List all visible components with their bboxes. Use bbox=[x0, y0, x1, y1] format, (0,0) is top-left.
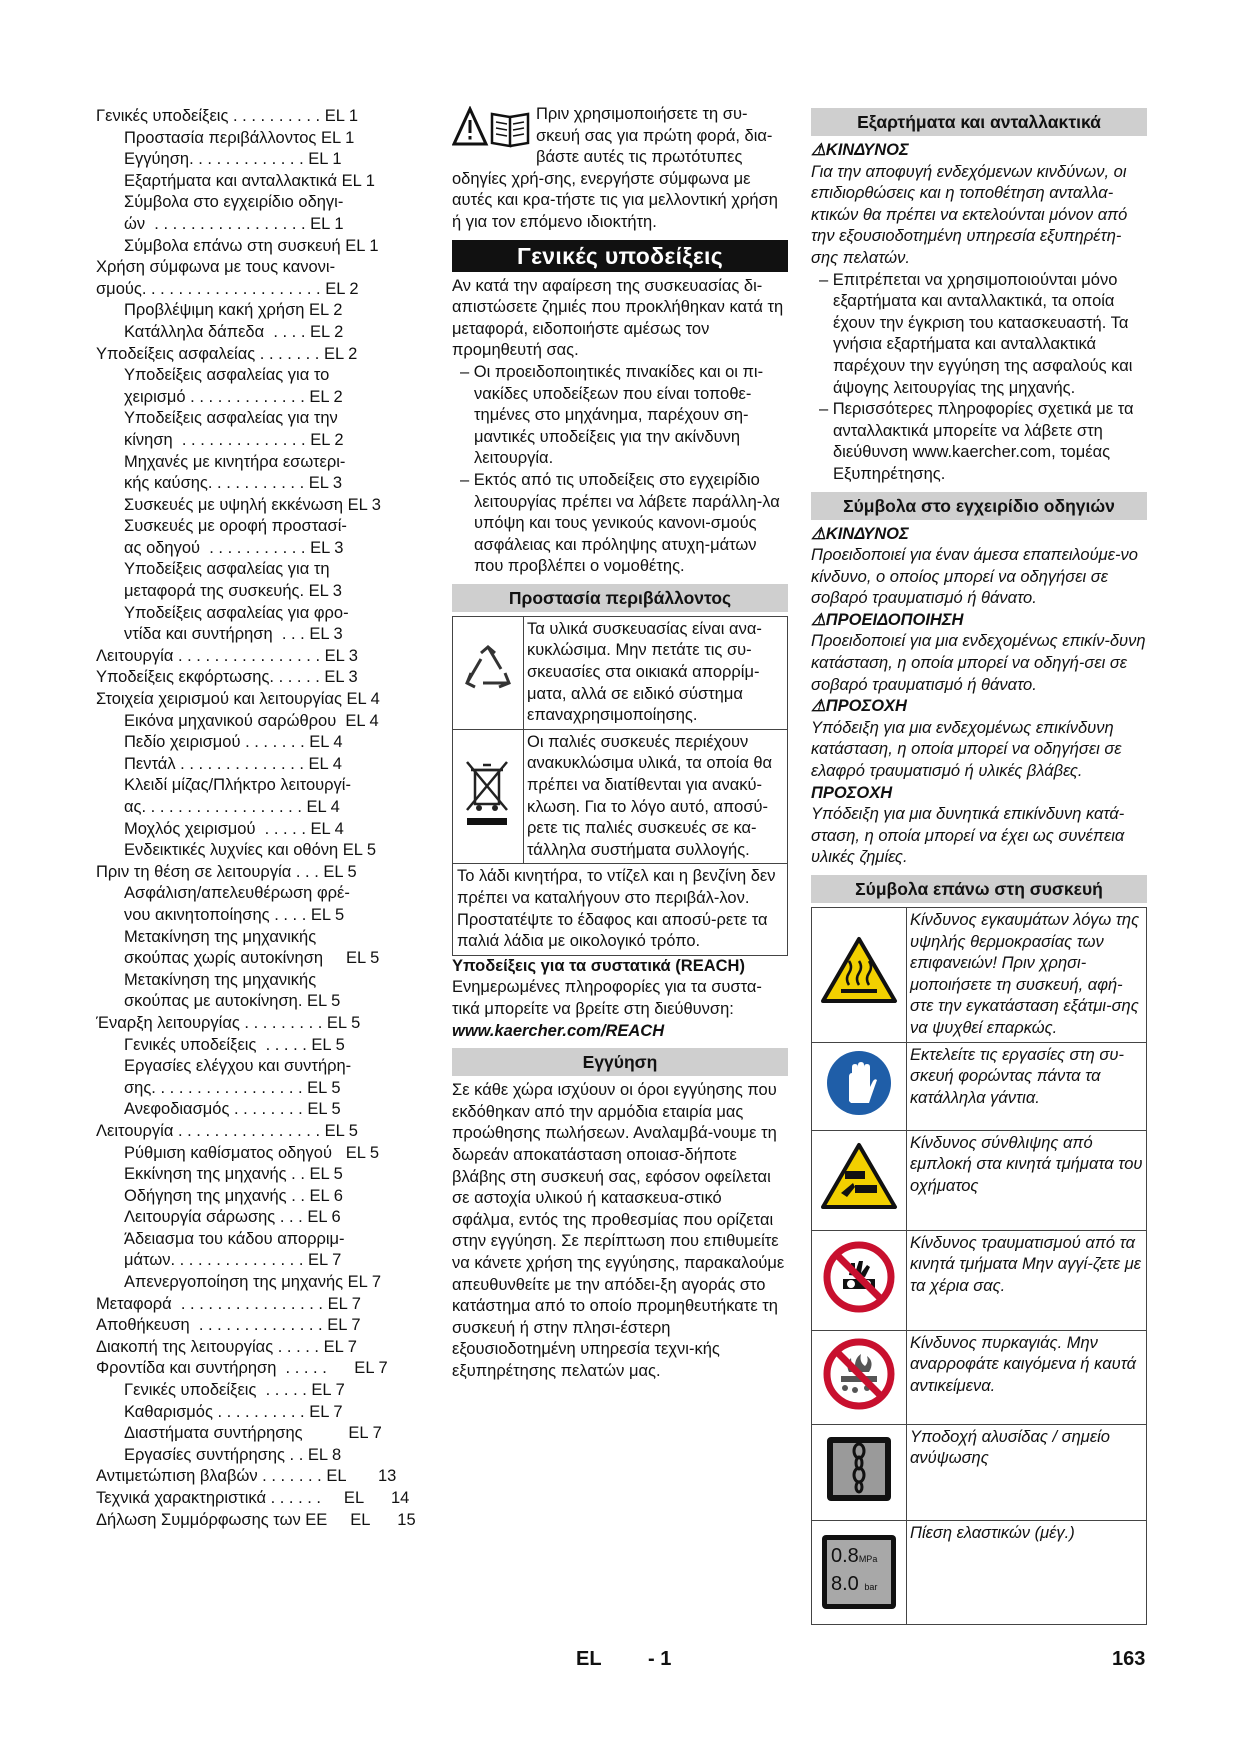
icon-cell bbox=[812, 1230, 907, 1330]
icon-cell bbox=[812, 1424, 907, 1520]
device-symbol-text: Κίνδυνος εγκαυμάτων λόγω της υψηλής θερμοκρασίας των επιφανειών! Πριν χρησι-μοποιήσετε τη συσκευή, αφή-στε την εγκατάσταση εξάτμι-σης να ψυχθεί επαρκώς. bbox=[907, 908, 1147, 1043]
no-smoking-fire-icon bbox=[821, 1336, 897, 1412]
warranty-title: Εγγύηση bbox=[452, 1048, 788, 1076]
tire-pressure-icon bbox=[822, 1535, 896, 1609]
device-symbol-text: Κίνδυνος τραυματισμού από τα κινητά τμήματα Μην αγγί-ζετε με τα χέρια σας. bbox=[907, 1230, 1147, 1330]
toc-entry: Απενεργοποίηση της μηχανής EL 7 bbox=[124, 1273, 382, 1292]
table-row bbox=[812, 1042, 1147, 1130]
table-of-contents bbox=[96, 106, 416, 1531]
toc-entry: ας. . . . . . . . . . . . . . . . . . EL 4 bbox=[124, 798, 340, 816]
warranty-text: Σε κάθε χώρα ισχύουν οι όροι εγγύησης που εκδόθηκαν από την αρμόδια εταιρία μας προώθησης πωλήσεων. Αναλαμβά-νουμε τη δωρεάν αποκατάσταση οποιασ-δήποτε βλάβης στη συσκευή σας, εφόσον οφείλεται σε αστοχία υλικού ή κατασκευα-στικό σφάλμα, εντός της προθεσμίας που ορίζεται στην εγγύηση. Σε περίπτωση που επιθυμείτε να κάνετε χρήση της εγγύησης, παρακαλούμε απευθυνθείτε με την απόδει-ξη αγοράς στο κατάστημα από το οποίο προμηθευτήκατε τη συσκευή ή στην πλησι-έστερη εξουσιοδοτημένη υπηρεσία τεχνι-κής εξυπηρέτησης πελατών μας. bbox=[452, 1081, 785, 1380]
hot-surface-warning-icon bbox=[819, 935, 899, 1007]
toc-entry: Μηχανές με κινητήρα εσωτερι- bbox=[124, 452, 346, 471]
general-notes-title: Γενικές υποδείξεις bbox=[452, 240, 788, 272]
icon-cell bbox=[812, 1330, 907, 1424]
manual-symbols-title: Σύμβολα στο εγχειρίδιο οδηγιών bbox=[811, 492, 1147, 520]
recycle-icon-cell bbox=[453, 616, 524, 729]
toc-entry: μάτων. . . . . . . . . . . . . . . EL 7 bbox=[124, 1251, 342, 1270]
wear-gloves-icon bbox=[823, 1047, 895, 1119]
toc-entry: Υποδείξεις ασφαλείας για τη bbox=[124, 560, 330, 579]
toc-entry: Ασφάλιση/απελευθέρωση φρέ- bbox=[124, 884, 350, 903]
no-touching-moving-parts-icon bbox=[821, 1239, 897, 1315]
tire-pressure-mpa-unit: MPa bbox=[858, 1554, 878, 1565]
toc-entry: Στοιχεία χειρισμού και λειτουργίας EL 4 bbox=[96, 690, 380, 709]
toc-entry: Πεντάλ . . . . . . . . . . . . . . EL 4 bbox=[124, 754, 342, 773]
toc-entry: Εκκίνηση της μηχανής . . EL 5 bbox=[124, 1165, 343, 1184]
symbol-label-caution: ⚠ΠΡΟΣΟΧΗ bbox=[811, 697, 907, 716]
toc-entry: Σύμβολα επάνω στη συσκευή EL 1 bbox=[124, 236, 379, 255]
icon-cell bbox=[812, 1042, 907, 1130]
toc-entry: Τεχνικά χαρακτηριστικά . . . . . . EL 14 bbox=[96, 1489, 410, 1507]
toc-entry: Συσκευές με υψηλή εκκένωση EL 3 bbox=[124, 495, 381, 514]
toc-entry: Άδειασμα του κάδου απορριμ- bbox=[124, 1229, 345, 1248]
toc-entry: σμούς. . . . . . . . . . . . . . . . . . . . EL 2 bbox=[96, 279, 359, 298]
toc-entry: σκούπας χωρίς αυτοκίνηση EL 5 bbox=[124, 949, 380, 968]
reach-text: Ενημερωμένες πληροφορίες για τα συστα-τικά μπορείτε να βρείτε στη διεύθυνση: bbox=[452, 978, 762, 1018]
symbol-text-danger: Προειδοποιεί για έναν άμεσα επαπειλούμε-νο κίνδυνο, ο οποίος μπορεί να οδηγήσει σε σοβαρό τραυματισμό ή θάνατο. bbox=[811, 546, 1138, 608]
toc-entry: Κλειδί μίζας/Πλήκτρο λειτουργί- bbox=[124, 776, 351, 795]
toc-entry: Εργασίες ελέγχου και συντήρη- bbox=[124, 1057, 352, 1076]
toc-entry: Εικόνα μηχανικού σαρώθρου EL 4 bbox=[124, 711, 379, 730]
general-bullet: – Οι προειδοποιητικές πινακίδες και οι πι-νακίδες υποδείξεων που είναι τοποθε-τημένες στο μηχάνημα, παρέχουν ση-μαντικές υποδείξεις για την ακίνδυνη λειτουργία. bbox=[460, 362, 764, 468]
table-row bbox=[812, 1424, 1147, 1520]
reach-title: Υποδείξεις για τα συστατικά (REACH) bbox=[452, 956, 745, 975]
parts-title: Εξαρτήματα και ανταλλακτικά bbox=[811, 108, 1147, 136]
toc-entry: Διαστήματα συντήρησης EL 7 bbox=[124, 1424, 382, 1443]
toc-entry: Γενικές υποδείξεις . . . . . EL 7 bbox=[124, 1381, 345, 1400]
middle-column bbox=[452, 104, 788, 1382]
chain-lifting-point-icon bbox=[821, 1431, 897, 1507]
general-notes-text: Αν κατά την αφαίρεση της συσκευασίας δι-απιστώσετε ζημιές που προκλήθηκαν κατά τη μεταφορά, ειδοποιήστε αμέσως τον προμηθευτή σας. bbox=[452, 276, 784, 360]
toc-entry: σκούπας με αυτοκίνηση. EL 5 bbox=[124, 992, 341, 1011]
device-symbol-text: Πίεση ελαστικών (μέγ.) bbox=[907, 1520, 1147, 1624]
toc-entry: Μετακίνηση της μηχανικής bbox=[124, 927, 317, 946]
toc-entry: Γενικές υποδείξεις . . . . . EL 5 bbox=[124, 1035, 345, 1054]
toc-entry: νου ακινητοποίησης . . . . EL 5 bbox=[124, 905, 345, 924]
toc-entry: Υποδείξεις ασφαλείας για το bbox=[124, 366, 330, 385]
oil-disposal-text: Το λάδι κινητήρα, το ντίζελ και η βενζίνη δεν πρέπει να καταλήγουν στο περιβάλ-λον. Προστατέψτε το έδαφος και αποσύ-ρετε τα παλιά λάδια με οικολογικό τρόπο. bbox=[452, 864, 788, 955]
parts-bullet: – Επιτρέπεται να χρησιμοποιούνται μόνο εξαρτήματα και ανταλλακτικά, τα οποία έχουν την έγκριση του κατασκευαστή. Τα γνήσια εξαρτήματα και ανταλλακτικά παρέχουν την εγγύηση της ασφαλούς και άψογης λειτουργίας της μηχανής. bbox=[819, 270, 1133, 397]
icon-cell bbox=[812, 1130, 907, 1230]
toc-entry: Οδήγηση της μηχανής . . EL 6 bbox=[124, 1186, 343, 1205]
toc-entry: κίνηση . . . . . . . . . . . . . . EL 2 bbox=[124, 430, 344, 449]
toc-entry: ντίδα και συντήρηση . . . EL 3 bbox=[124, 625, 343, 644]
footer-language: EL bbox=[576, 1648, 602, 1670]
parts-danger-label: ⚠ΚΙΝΔΥΝΟΣ bbox=[811, 141, 909, 159]
device-symbol-text: Υποδοχή αλυσίδας / σημείο ανύψωσης bbox=[907, 1424, 1147, 1520]
reach-url: www.kaercher.com/REACH bbox=[452, 1021, 665, 1040]
toc-entry: Προστασία περιβάλλοντος EL 1 bbox=[124, 128, 355, 147]
toc-entry: Έναρξη λειτουργίας . . . . . . . . . EL 5 bbox=[96, 1013, 361, 1032]
toc-entry: Ανεφοδιασμός . . . . . . . . EL 5 bbox=[124, 1100, 341, 1119]
warning-triangle-icon: ⚠ bbox=[811, 697, 826, 716]
symbol-label-attention: ΠΡΟΣΟΧΗ bbox=[811, 783, 893, 802]
toc-entry: Εργασίες συντήρησης . . EL 8 bbox=[124, 1445, 342, 1464]
toc-entry: Πριν τη θέση σε λειτουργία . . . EL 5 bbox=[96, 862, 357, 881]
table-row bbox=[812, 1130, 1147, 1230]
toc-entry: Κατάλληλα δάπεδα . . . . EL 2 bbox=[124, 322, 344, 341]
toc-entry: Μετακίνηση της μηχανικής bbox=[124, 970, 317, 989]
table-row bbox=[812, 1330, 1147, 1424]
toc-entry: Συσκευές με οροφή προστασί- bbox=[124, 517, 347, 536]
table-row bbox=[453, 729, 788, 864]
toc-entry: Υποδείξεις ασφαλείας για την bbox=[124, 409, 338, 428]
toc-entry: Ενδεικτικές λυχνίες και οθόνη EL 5 bbox=[124, 841, 377, 860]
toc-entry: κής καύσης. . . . . . . . . . . EL 3 bbox=[124, 474, 343, 493]
toc-entry: Πεδίο χειρισμού . . . . . . . EL 4 bbox=[124, 733, 343, 752]
parts-danger-text: Για την αποφυγή ενδεχόμενων κινδύνων, οι επιδιορθώσεις και η τοποθέτηση ανταλλα-κτικών θα πρέπει να εκτελούνται μόνον από την εξουσιοδοτημένη υπηρεσία εξυπηρέτη-σης πελατών. bbox=[811, 162, 1128, 267]
toc-entry: Μεταφορά . . . . . . . . . . . . . . . . EL 7 bbox=[96, 1294, 361, 1313]
table-row bbox=[812, 1230, 1147, 1330]
toc-entry: Φροντίδα και συντήρηση . . . . . EL 7 bbox=[96, 1359, 388, 1378]
toc-entry: ών . . . . . . . . . . . . . . . . . EL 1 bbox=[124, 214, 344, 233]
tire-pressure-bar: 8.0 bbox=[831, 1573, 859, 1596]
tire-pressure-bar-unit: bar bbox=[864, 1582, 878, 1593]
toc-entry: Λειτουργία . . . . . . . . . . . . . . . . EL 5 bbox=[96, 1121, 358, 1140]
toc-entry: μεταφορά της συσκευής. EL 3 bbox=[124, 582, 342, 601]
toc-entry: Αποθήκευση . . . . . . . . . . . . . . EL 7 bbox=[96, 1316, 361, 1335]
symbol-label-danger: ⚠ΚΙΝΔΥΝΟΣ bbox=[811, 524, 909, 543]
toc-entry: Εγγύηση. . . . . . . . . . . . . EL 1 bbox=[124, 150, 342, 169]
device-symbol-text: Κίνδυνος σύνθλιψης από εμπλοκή στα κινητά τμήματα του οχήματος bbox=[907, 1130, 1147, 1230]
intro-block bbox=[452, 104, 788, 234]
device-symbol-text: Κίνδυνος πυρκαγιάς. Μην αναρροφάτε καιγόμενα ή καυτά αντικείμενα. bbox=[907, 1330, 1147, 1424]
recycle-icon bbox=[461, 643, 515, 697]
table-row bbox=[812, 908, 1147, 1043]
toc-entry: Γενικές υποδείξεις . . . . . . . . . . EL 1 bbox=[96, 107, 359, 125]
toc-entry: Υποδείξεις ασφαλείας για φρο- bbox=[124, 603, 349, 622]
crossed-bin-icon bbox=[461, 756, 515, 830]
table-row bbox=[453, 616, 788, 729]
toc-entry: Υποδείξεις εκφόρτωσης. . . . . . EL 3 bbox=[96, 668, 358, 687]
toc-entry: Ρύθμιση καθίσματος οδηγού EL 5 bbox=[124, 1143, 380, 1162]
symbol-text-attention: Υπόδειξη για μια δυνητικά επικίνδυνη κατά-σταση, η οποία μπορεί να έχει ως συνέπεια υλικές ζημίες. bbox=[811, 805, 1125, 867]
device-symbols-table bbox=[811, 907, 1147, 1625]
parts-bullet: – Περισσότερες πληροφορίες σχετικά με τα ανταλλακτικά μπορείτε να λάβετε στη διεύθυνση www.kaercher.com, τομέας Εξυπηρέτησης. bbox=[819, 400, 1134, 483]
toc-entry: Μοχλός χειρισμού . . . . . EL 4 bbox=[124, 819, 344, 838]
read-manual-warning-icon bbox=[452, 106, 532, 148]
toc-entry: Εξαρτήματα και ανταλλακτικά EL 1 bbox=[124, 171, 375, 190]
crossed-bin-text: Οι παλιές συσκευές περιέχουν ανακυκλώσιμα υλικά, τα οποία θα πρέπει να διατίθενται για ανακύ-κλωση. Για το λόγο αυτό, αποσύ-ρετε τις παλιές συσκευές σε κα-τάλληλα συστήματα συλλογής. bbox=[524, 729, 788, 864]
toc-entry: Χρήση σύμφωνα με τους κανονι- bbox=[96, 258, 336, 277]
table-row bbox=[812, 1520, 1147, 1624]
toc-entry: Υποδείξεις ασφαλείας . . . . . . . EL 2 bbox=[96, 344, 358, 363]
recycle-text: Τα υλικά συσκευασίας είναι ανα-κυκλώσιμα. Μην πετάτε τις συ-σκευασίες στα οικιακά απορρίμ-ματα, αλλά σε ειδικό σύστημα επαναχρησιμοποίησης. bbox=[524, 616, 788, 729]
toc-entry: σης. . . . . . . . . . . . . . . . . EL 5 bbox=[124, 1078, 341, 1097]
icon-cell bbox=[812, 1520, 907, 1624]
tire-pressure-mpa: 0.8 bbox=[831, 1545, 859, 1568]
toc-entry: Λειτουργία σάρωσης . . . EL 6 bbox=[124, 1208, 341, 1227]
warning-triangle-icon: ⚠ bbox=[811, 524, 826, 543]
toc-entry: Διακοπή της λειτουργίας . . . . . EL 7 bbox=[96, 1337, 357, 1356]
environment-table bbox=[452, 616, 788, 865]
icon-cell bbox=[812, 908, 907, 1043]
crossed-bin-icon-cell bbox=[453, 729, 524, 864]
crush-hazard-warning-icon bbox=[819, 1141, 899, 1213]
warning-triangle-icon: ⚠ bbox=[811, 610, 826, 629]
device-symbol-text: Εκτελείτε τις εργασίες στη συ-σκευή φορώντας πάντα τα κατάλληλα γάντια. bbox=[907, 1042, 1147, 1130]
toc-entry: Καθαρισμός . . . . . . . . . . EL 7 bbox=[124, 1402, 343, 1421]
toc-entry: Δήλωση Συμμόρφωσης των ΕΕ EL 15 bbox=[96, 1510, 416, 1529]
footer-page-number: 163 bbox=[1112, 1648, 1146, 1670]
general-bullet: – Εκτός από τις υποδείξεις στο εγχειρίδιο λειτουργίας πρέπει να λάβετε παράλλη-λα υπόψη και τους γενικούς κανονι-σμούς ασφάλειας και πρόληψης ατυχη-μάτων που προβλέπει ο νομοθέτης. bbox=[460, 470, 780, 576]
toc-entry: Αντιμετώπιση βλαβών . . . . . . . EL 13 bbox=[96, 1467, 397, 1486]
warning-triangle-icon: ⚠ bbox=[811, 141, 826, 159]
symbol-label-warning: ⚠ΠΡΟΕΙΔΟΠΟΙΗΣΗ bbox=[811, 610, 964, 629]
symbol-text-warning: Προειδοποιεί για μια ενδεχομένως επικίν-δυνη κατάσταση, η οποία μπορεί να οδηγή-σει σε σοβαρό τραυματισμό ή θάνατο. bbox=[811, 632, 1146, 694]
toc-entry: χειρισμό . . . . . . . . . . . . . EL 2 bbox=[124, 387, 343, 406]
environment-title: Προστασία περιβάλλοντος bbox=[452, 584, 788, 612]
right-column bbox=[811, 108, 1147, 1625]
toc-entry: Προβλέψιμη κακή χρήση EL 2 bbox=[124, 301, 343, 320]
intro-text: Πριν χρησιμοποιήσετε τη συ-σκευή σας για πρώτη φορά, δια-βάστε αυτές τις πρωτότυπες οδηγίες χρή-σης, ενεργήστε σύμφωνα με αυτές και κρα-τήστε τις για μελλοντική χρήση ή για τον επόμενο ιδιοκτήτη. bbox=[452, 105, 778, 231]
symbol-text-caution: Υπόδειξη για μια ενδεχομένως επικίνδυνη κατάσταση, η οποία μπορεί να οδηγήσει σε ελαφρό τραυματισμό ή υλικές βλάβες. bbox=[811, 718, 1122, 781]
toc-entry: Σύμβολα στο εγχειρίδιο οδηγι- bbox=[124, 193, 344, 212]
device-symbols-title: Σύμβολα επάνω στη συσκευή bbox=[811, 875, 1147, 903]
toc-entry: ας οδηγού . . . . . . . . . . . EL 3 bbox=[124, 538, 344, 557]
footer-local-page: - 1 bbox=[648, 1648, 672, 1670]
toc-entry: Λειτουργία . . . . . . . . . . . . . . . . EL 3 bbox=[96, 646, 358, 665]
